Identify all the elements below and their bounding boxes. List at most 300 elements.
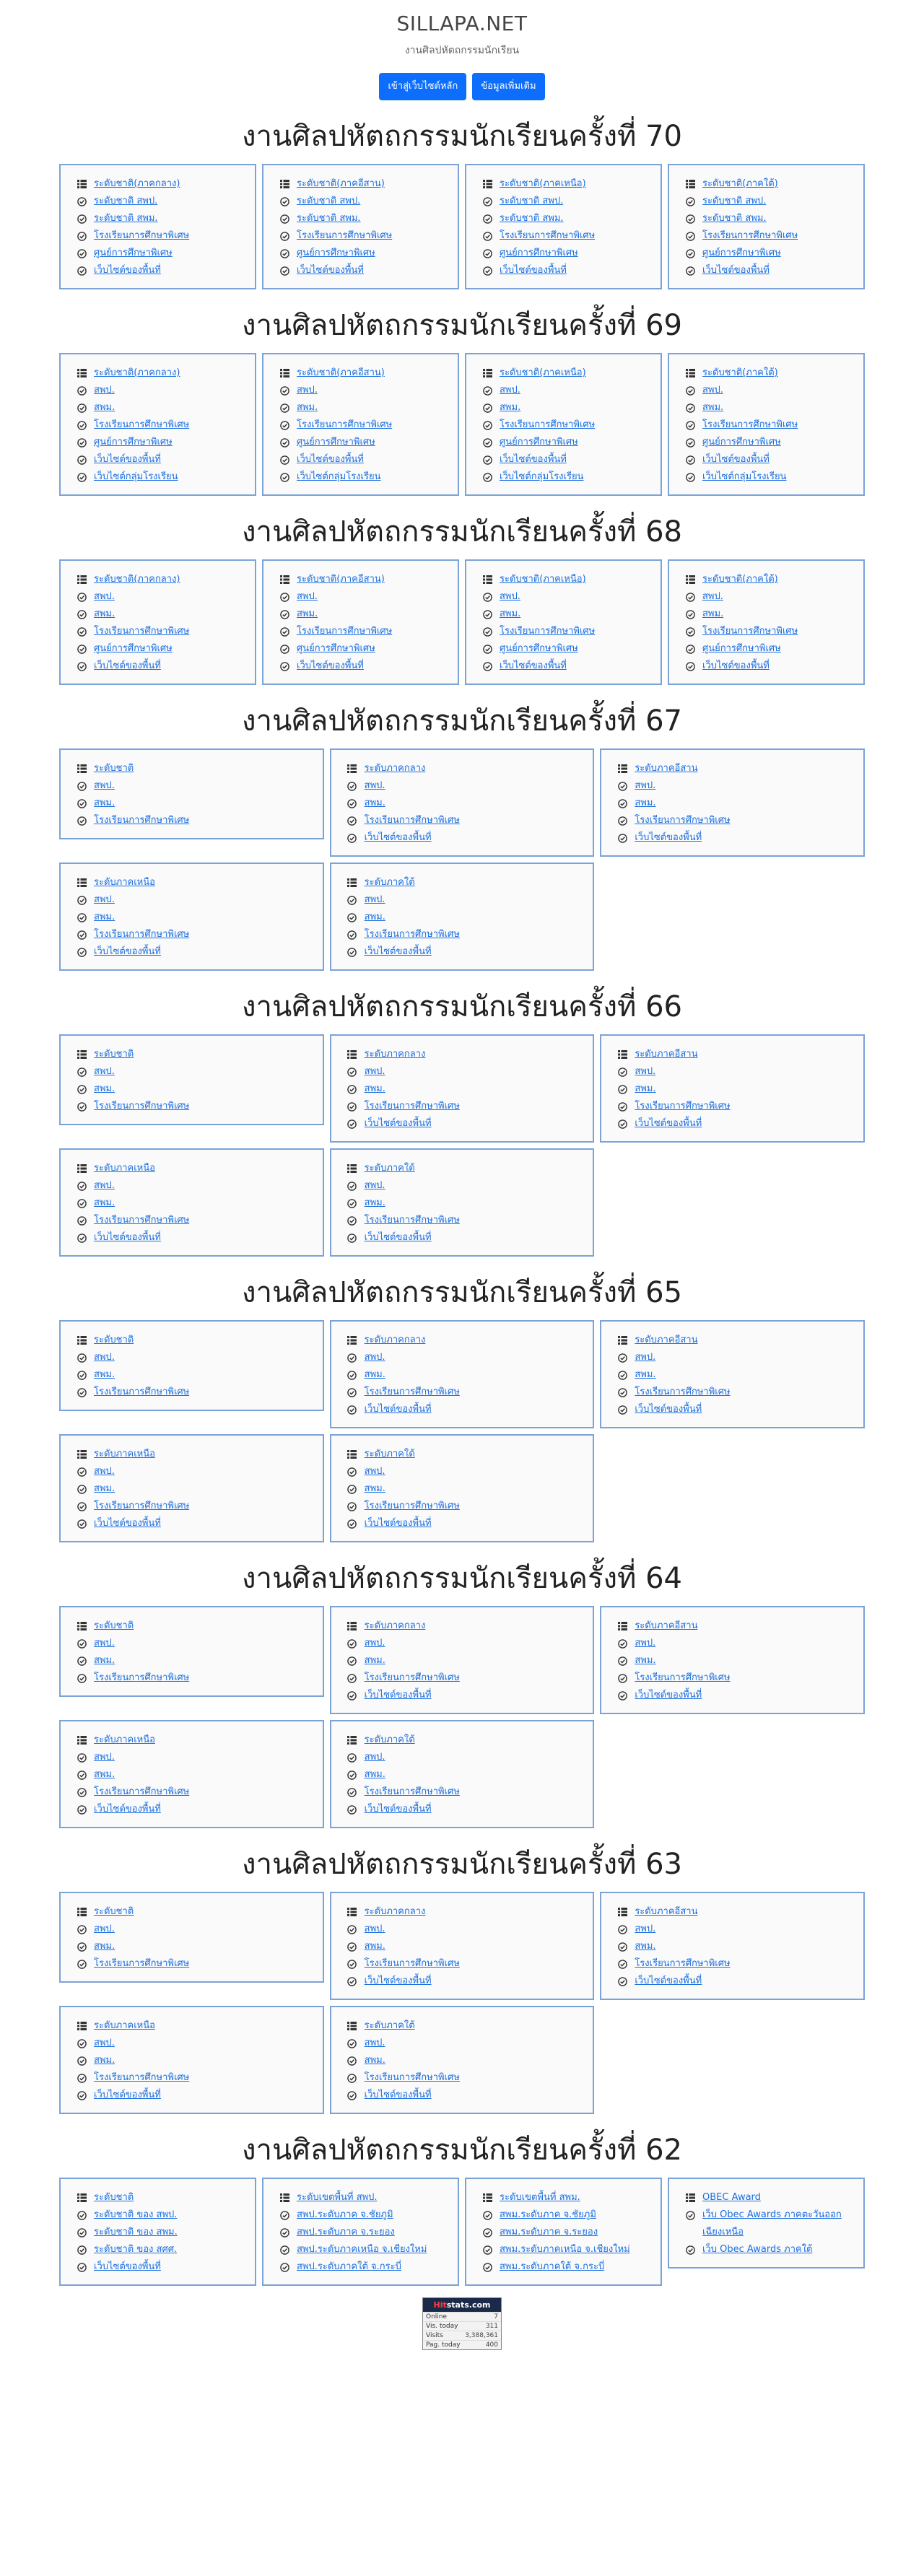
link-item [77,795,308,812]
card-link[interactable]: สพม. [364,912,385,922]
card-link[interactable]: เว็บไซต์ของพื้นที่ [364,1518,432,1529]
card-link[interactable]: สพป. [94,2038,115,2048]
card-heading-link[interactable]: ระดับชาติ(ภาคเหนือ) [500,574,586,585]
hitstats-logo[interactable]: Hitstats.com [423,2298,501,2312]
link-item [347,1498,579,1515]
card-link[interactable]: เว็บไซต์ของพื้นที่ [94,660,161,671]
link-card [668,164,865,289]
card-link[interactable]: เว็บไซต์ของพื้นที่ [635,1690,702,1700]
card-heading-link[interactable]: ระดับภาคเหนือ [94,1734,155,1745]
link-item [77,1749,308,1766]
card-link[interactable]: สพป. [364,1466,385,1477]
link-item [77,1515,308,1532]
card-link[interactable]: สพม. [94,1655,116,1666]
card-link[interactable]: สพป. [94,385,115,396]
card-heading-link[interactable]: ระดับชาติ [94,1620,134,1631]
card-link[interactable]: สพป. [94,894,115,905]
main-site-button[interactable]: เข้าสู่เว็บไซต์หลัก [379,73,466,100]
card-link[interactable]: สพป. [94,591,115,602]
check-circle-icon [347,1766,357,1783]
card-link[interactable]: โรงเรียนการศึกษาพิเศษ [94,1387,190,1397]
list-icon [347,874,357,891]
card-link[interactable]: ระดับชาติ ของ สพป. [94,2209,178,2220]
card-link[interactable]: โรงเรียนการศึกษาพิเศษ [635,1387,731,1397]
card-link[interactable]: เว็บไซต์ของพื้นที่ [297,660,364,671]
card-link[interactable]: สพป. [94,1066,115,1077]
card-link[interactable]: สพม. [94,2055,116,2066]
card-link[interactable]: โรงเรียนการศึกษาพิเศษ [94,1672,190,1683]
card-link[interactable]: เว็บไซต์ของพื้นที่ [364,1804,432,1815]
card-link[interactable]: โรงเรียนการศึกษาพิเศษ [364,929,460,940]
card-link[interactable]: เว็บไซต์ของพื้นที่ [635,1118,702,1129]
card-heading-link[interactable]: ระดับชาติ(ภาคอีสาน) [297,367,385,378]
link-item [482,606,646,623]
link-item [347,1955,579,1973]
check-circle-icon [482,2206,492,2224]
link-item [77,1498,308,1515]
card-link[interactable]: โรงเรียนการศึกษาพิเศษ [297,419,393,430]
card-link[interactable]: สพป. [364,1752,385,1763]
card-link[interactable]: โรงเรียนการศึกษาพิเศษ [94,929,190,940]
card-link[interactable]: ศูนย์การศึกษาพิเศษ [500,248,578,258]
link-item [77,1617,308,1635]
check-circle-icon [482,658,492,675]
card-heading-link[interactable]: ระดับภาคอีสาน [635,763,698,774]
link-item [77,2224,240,2241]
card-link[interactable]: เว็บไซต์ของพื้นที่ [297,454,364,465]
card-link[interactable]: สพม. [364,1941,385,1952]
link-item [347,1635,579,1652]
card-link[interactable]: สพม. [297,608,318,619]
card-link[interactable]: โรงเรียนการศึกษาพิเศษ [94,1215,190,1226]
list-icon [347,760,357,777]
card-link[interactable]: สพม. [94,798,116,808]
card-heading-link[interactable]: ระดับภาคใต้ [364,877,415,888]
card-link[interactable]: สพป. [297,385,318,396]
list-icon [685,175,695,193]
link-item [617,1098,849,1115]
link-item [347,1903,579,1921]
card-link[interactable]: สพป. [364,1352,385,1363]
link-item [347,1766,579,1783]
card-link[interactable]: โรงเรียนการศึกษาพิเศษ [94,230,190,241]
card-heading-link[interactable]: ระดับภาคกลาง [364,1335,426,1345]
link-item [482,245,646,262]
link-card [465,2178,662,2286]
link-card [59,559,256,685]
card-link[interactable]: โรงเรียนการศึกษาพิเศษ [500,419,596,430]
card-link[interactable]: สพม. [364,1197,385,1208]
card-link[interactable]: สพม. [94,1083,116,1094]
card-link[interactable]: โรงเรียนการศึกษาพิเศษ [94,2072,190,2083]
card-link[interactable]: สพป. [635,780,656,791]
card-link[interactable]: สพม. [635,1655,656,1666]
card-link[interactable]: โรงเรียนการศึกษาพิเศษ [364,1786,460,1797]
card-link[interactable]: โรงเรียนการศึกษาพิเศษ [297,230,393,241]
link-card [330,1434,595,1542]
check-circle-icon [347,1783,357,1801]
card-link[interactable]: ศูนย์การศึกษาพิเศษ [94,437,173,447]
more-info-button[interactable]: ข้อมูลเพิ่มเติม [472,73,544,100]
card-link[interactable]: ศูนย์การศึกษาพิเศษ [500,437,578,447]
card-link[interactable]: โรงเรียนการศึกษาพิเศษ [500,230,596,241]
check-circle-icon [77,1080,87,1098]
list-icon [279,2189,289,2206]
card-link[interactable]: สพป. [364,1180,385,1191]
card-link[interactable]: เว็บไซต์กลุ่มโรงเรียน [702,471,787,482]
card-link[interactable]: โรงเรียนการศึกษาพิเศษ [94,1958,190,1969]
card-heading-link[interactable]: ระดับภาคอีสาน [635,1906,698,1917]
card-link[interactable]: สพป. [94,780,115,791]
link-item [77,1463,308,1480]
card-link[interactable]: สพม. [364,1483,385,1494]
event-section [0,2130,924,2286]
card-link[interactable]: เว็บไซต์ของพื้นที่ [94,454,161,465]
card-link[interactable]: ศูนย์การศึกษาพิเศษ [500,643,578,654]
check-circle-icon [279,2206,289,2224]
card-link[interactable]: ระดับชาติ ของ สพม. [94,2227,178,2237]
card-heading-link[interactable]: ระดับภาคใต้ [364,2020,415,2031]
card-heading-link[interactable]: ระดับเขตพื้นที่ สพป. [297,2192,378,2203]
card-heading-link[interactable]: ระดับภาคอีสาน [635,1049,698,1060]
link-item [279,434,443,451]
card-link[interactable]: เว็บ Obec Awards ภาคตะวันออกเฉียงเหนือ [702,2209,842,2237]
card-link[interactable]: สพม. [635,1941,656,1952]
card-link[interactable]: เว็บไซต์ของพื้นที่ [702,454,770,465]
check-circle-icon [685,2241,695,2258]
card-link[interactable]: โรงเรียนการศึกษาพิเศษ [635,1101,731,1112]
link-item [77,891,308,909]
event-title: งานศิลปหัตถกรรมนักเรียนครั้งที่ 68 [242,515,682,549]
card-link[interactable]: เว็บไซต์ของพื้นที่ [702,660,770,671]
check-circle-icon [685,227,695,245]
card-link[interactable]: เว็บไซต์ของพื้นที่ [94,1232,161,1243]
card-link[interactable]: สพป. [635,1352,656,1363]
card-link[interactable]: สพม. [94,912,116,922]
card-link[interactable]: สพม. [500,402,521,413]
check-circle-icon [347,1195,357,1212]
card-link[interactable]: ระดับชาติ ของ สศศ. [94,2244,178,2255]
card-link[interactable]: สพม. [94,1483,116,1494]
card-link[interactable]: เว็บ Obec Awards ภาคใต้ [702,2244,813,2255]
card-link[interactable]: สพม. [635,798,656,808]
card-link[interactable]: ศูนย์การศึกษาพิเศษ [702,437,781,447]
card-link[interactable]: สพป. [500,385,520,396]
card-link[interactable]: โรงเรียนการศึกษาพิเศษ [702,419,798,430]
link-item [347,2069,579,2087]
link-item [482,399,646,416]
card-heading-link[interactable]: ระดับภาคกลาง [364,763,426,774]
card-link[interactable]: เว็บไซต์ของพื้นที่ [500,660,567,671]
card-link[interactable]: เว็บไซต์ของพื้นที่ [94,1804,161,1815]
card-link[interactable]: โรงเรียนการศึกษาพิเศษ [635,1672,731,1683]
link-item [279,382,443,399]
card-link[interactable]: เว็บไซต์ของพื้นที่ [94,2090,161,2100]
link-item [77,262,240,279]
card-heading-link[interactable]: ระดับชาติ(ภาคเหนือ) [500,367,586,378]
card-link[interactable]: โรงเรียนการศึกษาพิเศษ [364,815,460,826]
check-circle-icon [347,1498,357,1515]
card-link[interactable]: สพป. [94,1924,115,1934]
card-link[interactable]: โรงเรียนการศึกษาพิเศษ [94,1786,190,1797]
card-heading-link[interactable]: ระดับภาคใต้ [364,1449,415,1459]
check-circle-icon [347,1115,357,1132]
card-link[interactable]: โรงเรียนการศึกษาพิเศษ [94,1501,190,1511]
card-link[interactable]: สพม. [702,402,724,413]
link-card [668,353,865,496]
card-link[interactable]: โรงเรียนการศึกษาพิเศษ [364,1958,460,1969]
card-link[interactable]: เว็บไซต์ของพื้นที่ [364,832,432,843]
event-section [0,305,924,496]
card-link[interactable]: สพม. [364,1083,385,1094]
card-heading-link[interactable]: ระดับภาคใต้ [364,1163,415,1174]
link-item [77,606,240,623]
card-heading-link[interactable]: ระดับชาติ [94,763,134,774]
card-heading-link[interactable]: ระดับภาคเหนือ [94,1163,155,1174]
card-heading-link[interactable]: ระดับชาติ [94,1049,134,1060]
card-link[interactable]: สพป. [297,591,318,602]
card-link[interactable]: เว็บไซต์ของพื้นที่ [364,1118,432,1129]
check-circle-icon [347,1098,357,1115]
card-heading-link[interactable]: ระดับภาคเหนือ [94,1449,155,1459]
card-link[interactable]: สพม.ระดับภาคใต้ จ.กระบี่ [500,2261,605,2272]
card-link[interactable]: สพม. [94,1197,116,1208]
hitstats-row: Online 7 [423,2312,501,2321]
link-item [279,2258,443,2276]
card-link[interactable]: เว็บไซต์ของพื้นที่ [94,1518,161,1529]
card-heading-link[interactable]: ระดับภาคกลาง [364,1620,426,1631]
card-heading-link[interactable]: ระดับภาคอีสาน [635,1335,698,1345]
link-item [77,399,240,416]
card-heading-link[interactable]: ระดับชาติ(ภาคอีสาน) [297,178,385,189]
card-link[interactable]: เว็บไซต์ของพื้นที่ [94,265,161,276]
card-link[interactable]: เว็บไซต์ของพื้นที่ [635,1404,702,1415]
card-link[interactable]: สพม. [94,402,116,413]
card-link[interactable]: สพม. [94,1769,116,1780]
card-link[interactable]: สพม. [635,1083,656,1094]
card-link[interactable]: สพป. [94,1638,115,1649]
card-link[interactable]: เว็บไซต์ของพื้นที่ [364,1975,432,1986]
card-link[interactable]: สพป.ระดับภาคเหนือ จ.เชียงใหม่ [297,2244,427,2255]
card-link[interactable]: สพป. [635,1924,656,1934]
card-link[interactable]: เว็บไซต์ของพื้นที่ [500,265,567,276]
link-item [347,891,579,909]
card-heading-link[interactable]: ระดับภาคเหนือ [94,877,155,888]
card-link[interactable]: เว็บไซต์กลุ่มโรงเรียน [500,471,584,482]
list-icon [77,2189,87,2206]
card-link[interactable]: ศูนย์การศึกษาพิเศษ [297,643,375,654]
card-link[interactable]: สพป. [94,1180,115,1191]
link-item [347,1080,579,1098]
link-list [347,1732,579,1818]
card-link[interactable]: สพป.ระดับภาค จ.ชัยภูมิ [297,2209,393,2220]
link-item [347,2017,579,2035]
link-item [347,909,579,926]
link-card [59,1148,324,1257]
card-link[interactable]: เว็บไซต์ของพื้นที่ [364,1232,432,1243]
card-link[interactable]: สพม. [364,1769,385,1780]
link-card [59,2006,324,2114]
card-link[interactable]: เว็บไซต์ของพื้นที่ [635,832,702,843]
card-link[interactable]: โรงเรียนการศึกษาพิเศษ [364,1387,460,1397]
link-list [347,2017,579,2104]
list-icon [77,1446,87,1463]
card-heading-link[interactable]: ระดับชาติ(ภาคใต้) [702,574,778,585]
card-link[interactable]: โรงเรียนการศึกษาพิเศษ [635,1958,731,1969]
link-list [482,2189,646,2276]
link-item [347,1652,579,1669]
card-heading-link[interactable]: ระดับชาติ [94,1906,134,1917]
card-link[interactable]: เว็บไซต์ของพื้นที่ [702,265,770,276]
check-circle-icon [482,640,492,658]
hitstats-counter[interactable] [422,2297,502,2350]
card-heading-link[interactable]: ระดับภาคกลาง [364,1906,426,1917]
card-link[interactable]: โรงเรียนการศึกษาพิเศษ [635,815,731,826]
card-link[interactable]: เว็บไซต์ของพื้นที่ [500,454,567,465]
card-link[interactable]: โรงเรียนการศึกษาพิเศษ [364,2072,460,2083]
card-link[interactable]: สพป. [702,591,723,602]
card-link[interactable]: สพป. [94,1752,115,1763]
card-link[interactable]: ระดับชาติ สพป. [297,196,361,206]
card-link[interactable]: สพม. [364,2055,385,2066]
card-link[interactable]: ระดับชาติ สพป. [94,196,158,206]
card-link[interactable]: โรงเรียนการศึกษาพิเศษ [500,626,596,637]
card-link[interactable]: สพป. [364,780,385,791]
card-link[interactable]: เว็บไซต์ของพื้นที่ [364,1404,432,1415]
card-heading-link[interactable]: ระดับชาติ [94,2192,134,2203]
card-link[interactable]: สพป. [364,1924,385,1934]
card-link[interactable]: สพป. [635,1066,656,1077]
card-link[interactable]: ระดับชาติ สพม. [702,213,767,224]
card-link[interactable]: สพป.ระดับภาค จ.ระยอง [297,2227,395,2237]
link-item [77,909,308,926]
card-heading-link[interactable]: ระดับชาติ(ภาคใต้) [702,178,778,189]
card-link[interactable]: โรงเรียนการศึกษาพิเศษ [364,1215,460,1226]
check-circle-icon [347,1480,357,1498]
card-link[interactable]: โรงเรียนการศึกษาพิเศษ [94,626,190,637]
card-link[interactable]: สพป. [364,894,385,905]
card-link[interactable]: ศูนย์การศึกษาพิเศษ [94,248,173,258]
check-circle-icon [685,399,695,416]
check-circle-icon [347,1749,357,1766]
card-link[interactable]: เว็บไซต์ของพื้นที่ [364,946,432,957]
card-heading-link[interactable]: ระดับชาติ(ภาคกลาง) [94,367,180,378]
link-card [330,1320,595,1428]
card-link[interactable]: สพป. [702,385,723,396]
card-link[interactable]: สพม. [500,608,521,619]
card-link[interactable]: สพม. [94,608,116,619]
card-link[interactable]: สพม. [364,1369,385,1380]
card-heading-link[interactable]: ระดับชาติ(ภาคใต้) [702,367,778,378]
card-link[interactable]: สพป. [364,1066,385,1077]
card-link[interactable]: ระดับชาติ สพป. [500,196,564,206]
check-circle-icon [77,1177,87,1195]
card-link[interactable]: สพม.ระดับภาคเหนือ จ.เชียงใหม่ [500,2244,630,2255]
check-circle-icon [347,1955,357,1973]
card-link[interactable]: สพม.ระดับภาค จ.ชัยภูมิ [500,2209,596,2220]
card-heading-link[interactable]: ระดับชาติ [94,1335,134,1345]
card-link[interactable]: ศูนย์การศึกษาพิเศษ [297,248,375,258]
link-list [347,1617,579,1704]
card-heading-link[interactable]: ระดับภาคเหนือ [94,2020,155,2031]
card-link[interactable]: เว็บไซต์ของพื้นที่ [635,1975,702,1986]
card-link[interactable]: สพม. [297,402,318,413]
card-link[interactable]: ศูนย์การศึกษาพิเศษ [702,643,781,654]
card-link[interactable]: ศูนย์การศึกษาพิเศษ [702,248,781,258]
card-link[interactable]: เว็บไซต์กลุ่มโรงเรียน [297,471,381,482]
check-circle-icon [482,227,492,245]
card-link[interactable]: เว็บไซต์กลุ่มโรงเรียน [94,471,178,482]
card-heading-link[interactable]: ระดับเขตพื้นที่ สพม. [500,2192,580,2203]
card-link[interactable]: โรงเรียนการศึกษาพิเศษ [297,626,393,637]
link-item [77,1732,308,1749]
card-link[interactable]: โรงเรียนการศึกษาพิเศษ [364,1501,460,1511]
card-link[interactable]: โรงเรียนการศึกษาพิเศษ [94,419,190,430]
list-icon [347,1332,357,1349]
card-link[interactable]: ระดับชาติ สพม. [94,213,158,224]
check-circle-icon [617,1366,627,1384]
card-heading-link[interactable]: ระดับภาคกลาง [364,1049,426,1060]
link-item [279,416,443,434]
card-link[interactable]: เว็บไซต์ของพื้นที่ [297,265,364,276]
card-link[interactable]: สพม. [364,1655,385,1666]
link-item [685,382,849,399]
card-heading-link[interactable]: ระดับชาติ(ภาคกลาง) [94,574,180,585]
card-link[interactable]: สพป. [500,591,520,602]
link-item [279,623,443,640]
card-link[interactable]: โรงเรียนการศึกษาพิเศษ [364,1101,460,1112]
check-circle-icon [482,2224,492,2241]
link-item [77,382,240,399]
card-link[interactable]: เว็บไซต์ของพื้นที่ [94,946,161,957]
card-link[interactable]: สพป.ระดับภาคใต้ จ.กระบี่ [297,2261,401,2272]
card-link[interactable]: เว็บไซต์ของพื้นที่ [364,1690,432,1700]
event-title: งานศิลปหัตถกรรมนักเรียนครั้งที่ 67 [242,704,682,738]
card-link[interactable]: ศูนย์การศึกษาพิเศษ [297,437,375,447]
card-link[interactable]: สพป. [94,1352,115,1363]
card-link[interactable]: สพป. [364,1638,385,1649]
card-link[interactable]: ศูนย์การศึกษาพิเศษ [94,643,173,654]
card-link[interactable]: สพม. [364,798,385,808]
card-heading-link[interactable]: ระดับชาติ(ภาคกลาง) [94,178,180,189]
card-link[interactable]: สพม. [702,608,724,619]
card-heading-link[interactable]: OBEC Award [702,2192,761,2203]
card-link[interactable]: ระดับชาติ สพม. [500,213,564,224]
card-link[interactable]: เว็บไซต์ของพื้นที่ [94,2261,161,2272]
card-link[interactable]: โรงเรียนการศึกษาพิเศษ [364,1672,460,1683]
card-heading-link[interactable]: ระดับภาคอีสาน [635,1620,698,1631]
card-link[interactable]: ระดับชาติ สพม. [297,213,361,224]
card-link[interactable]: สพม. [635,1369,656,1380]
link-list [77,2189,240,2276]
card-heading-link[interactable]: ระดับชาติ(ภาคอีสาน) [297,574,385,585]
card-link[interactable]: สพม. [94,1941,116,1952]
card-link[interactable]: โรงเรียนการศึกษาพิเศษ [94,1101,190,1112]
card-link[interactable]: เว็บไซต์ของพื้นที่ [364,2090,432,2100]
card-link[interactable]: สพป. [94,1466,115,1477]
card-link[interactable]: โรงเรียนการศึกษาพิเศษ [702,626,798,637]
card-link[interactable]: โรงเรียนการศึกษาพิเศษ [702,230,798,241]
card-heading-link[interactable]: ระดับภาคใต้ [364,1734,415,1745]
card-link[interactable]: สพป. [364,2038,385,2048]
card-link[interactable]: สพม.ระดับภาค จ.ระยอง [500,2227,598,2237]
card-link[interactable]: โรงเรียนการศึกษาพิเศษ [94,815,190,826]
link-item [279,262,443,279]
card-link[interactable]: สพป. [635,1638,656,1649]
card-heading-link[interactable]: ระดับชาติ(ภาคเหนือ) [500,178,586,189]
card-link[interactable]: ระดับชาติ สพป. [702,196,767,206]
card-link[interactable]: สพม. [94,1369,116,1380]
